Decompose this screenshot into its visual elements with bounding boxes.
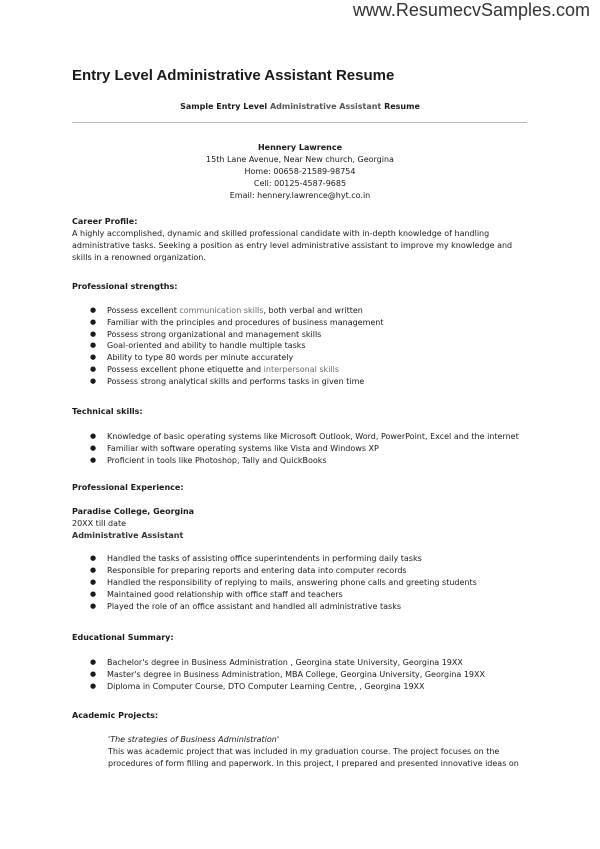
list-item: ● Maintained good relationship with office staff and teachers <box>90 589 343 599</box>
page-title: Entry Level Administrative Assistant Resume <box>72 67 395 84</box>
career-profile-line: A highly accomplished, dynamic and skilled professional candidate with in-depth knowledge of handling <box>72 229 490 238</box>
section-heading: Educational Summary: <box>72 633 174 642</box>
strengths-list <box>72 305 532 388</box>
bullet-icon: ● <box>90 681 97 690</box>
section-heading: Professional strengths: <box>72 282 178 291</box>
bullet-icon: ● <box>90 432 97 440</box>
list-item: ● Familiar with the principles and procedures of business management <box>90 317 384 327</box>
bullet-icon: ● <box>90 455 97 464</box>
employment-dates: 20XX till date <box>72 518 127 528</box>
header-divider <box>72 122 527 123</box>
career-profile-line: skills in a renowned organization. <box>72 252 206 262</box>
list-item: ● Possess excellent communication skills, both verbal and written <box>90 306 363 315</box>
project-description-line: procedures of form filling and paperwork. In this project, I prepared and presented innovative ideas on <box>108 758 519 768</box>
experience-list <box>72 553 532 612</box>
bullet-icon: ● <box>90 376 97 385</box>
contact-email: Email: hennery.lawrence@hyt.co.in <box>229 191 371 200</box>
list-item: ● Played the role of an office assistant and handled all administrative tasks <box>90 601 401 611</box>
list-item: ● Familiar with software operating systems like Vista and Windows XP <box>90 443 379 453</box>
candidate-name: Hennery Lawrence <box>257 143 342 152</box>
list-item: ● Bachelor's degree in Business Administration , Georgina state University, Georgina 19XX <box>90 658 463 667</box>
project-description-line: This was academic project that was included in my graduation course. The project focuses on the <box>108 746 500 756</box>
list-item: ● Handled the tasks of assisting office superintendents in performing daily tasks <box>90 554 422 564</box>
bullet-icon: ● <box>90 317 97 326</box>
employer-name: Paradise College, Georgina <box>72 507 195 516</box>
list-item: ● Possess excellent phone etiquette and interpersonal skills <box>90 364 340 374</box>
list-item: ● Knowledge of basic operating systems like Microsoft Outlook, Word, PowerPoint, Excel and the internet <box>90 432 519 441</box>
technical-skills-list <box>72 431 532 466</box>
resume-subtitle <box>0 101 600 113</box>
subtitle-part-1: Sample Entry Level <box>180 102 268 111</box>
subtitle-part-2: Administrative Assistant <box>269 102 382 111</box>
bullet-icon: ● <box>90 329 97 338</box>
site-url: www.ResumecvSamples.com <box>352 0 590 20</box>
list-item: ● Master's degree in Business Administration, MBA College, Georgina University, Georgina 19XX <box>90 669 485 679</box>
experience-section <box>72 482 532 612</box>
section-heading: Technical skills: <box>72 407 143 416</box>
project-title: 'The strategies of Business Administration' <box>108 735 280 744</box>
section-heading: Academic Projects: <box>72 711 159 720</box>
section-heading: Career Profile: <box>72 217 138 226</box>
list-item: ● Handled the responsibility of replying to mails, answering phone calls and greeting students <box>90 577 477 587</box>
contact-address: 15th Lane Avenue, Near New church, Georgina <box>206 155 394 164</box>
subtitle-part-3: Resume <box>384 102 420 111</box>
list-item: ● Goal-oriented and ability to handle multiple tasks <box>90 341 306 351</box>
education-list <box>72 657 532 692</box>
bullet-icon: ● <box>90 341 97 350</box>
list-item: ● Possess strong analytical skills and performs tasks in given time <box>90 376 365 386</box>
bullet-icon: ● <box>90 566 97 575</box>
bullet-icon: ● <box>90 577 97 586</box>
section-heading: Professional Experience: <box>72 483 184 492</box>
bullet-icon: ● <box>90 443 97 452</box>
bullet-icon: ● <box>90 601 97 610</box>
bullet-icon: ● <box>90 306 97 314</box>
contact-home-phone: Home: 00658-21589-98754 <box>244 167 356 176</box>
bullet-icon: ● <box>90 364 97 373</box>
bullet-icon: ● <box>90 669 97 678</box>
bullet-icon: ● <box>90 554 97 563</box>
career-profile-section <box>72 216 532 263</box>
interpersonal-skills-link[interactable]: interpersonal skills <box>263 364 340 374</box>
projects-section <box>72 710 532 769</box>
list-item: ● Diploma in Computer Course, DTO Computer Learning Centre, , Georgina 19XX <box>90 681 425 691</box>
education-section <box>72 632 532 692</box>
strengths-section <box>72 281 532 388</box>
list-item: ● Ability to type 80 words per minute accurately <box>90 353 294 363</box>
list-item: ● Possess strong organizational and management skills <box>90 329 322 339</box>
bullet-icon: ● <box>90 658 97 666</box>
career-profile-line: administrative tasks. Seeking a position as entry level administrative assistant to improve my knowledge and <box>72 240 513 250</box>
contact-block <box>0 142 600 202</box>
job-title: Administrative Assistant <box>72 530 184 540</box>
list-item: ● Responsible for preparing reports and entering data into computer records <box>90 566 407 576</box>
contact-cell-phone: Cell: 00125-4587-9685 <box>253 179 347 188</box>
career-profile-text <box>72 228 532 263</box>
communication-skills-link[interactable]: communication skills <box>179 306 264 315</box>
technical-skills-section <box>72 406 532 466</box>
project-block <box>72 734 532 769</box>
bullet-icon: ● <box>90 589 97 598</box>
bullet-icon: ● <box>90 353 97 362</box>
list-item: ● Proficient in tools like Photoshop, Tally and QuickBooks <box>90 455 327 465</box>
